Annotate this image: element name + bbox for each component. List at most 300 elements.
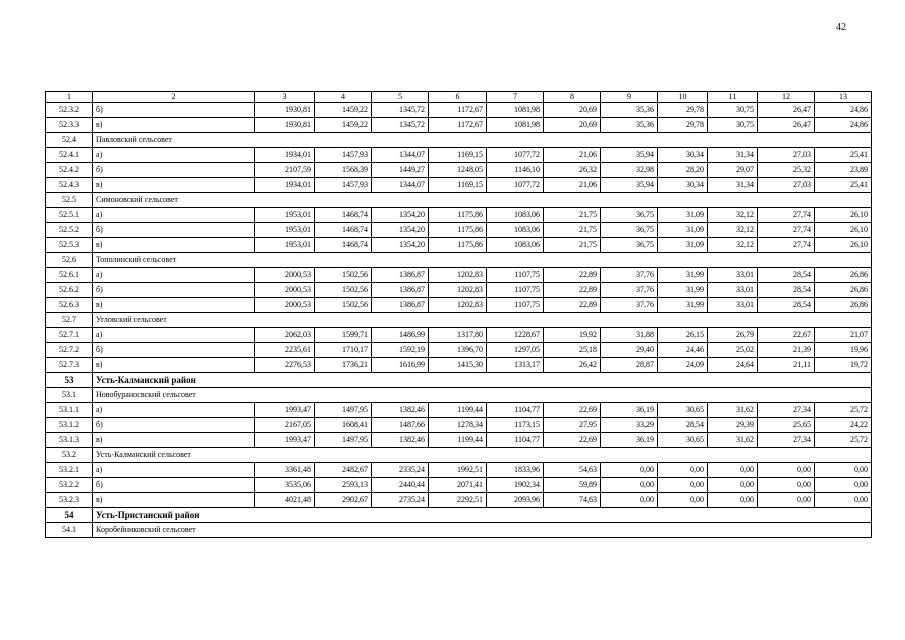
cell-col-12: 27,74 bbox=[758, 208, 815, 223]
cell-col-3: 1953,01 bbox=[255, 208, 315, 223]
cell-col-5: 1354,20 bbox=[372, 208, 429, 223]
table-row bbox=[46, 283, 872, 298]
cell-col-9: 36,75 bbox=[601, 208, 658, 223]
cell-col-9: 36,75 bbox=[601, 223, 658, 238]
column-header-5: 5 bbox=[372, 92, 429, 103]
council-row bbox=[46, 193, 872, 208]
cell-col-9: 0,00 bbox=[601, 463, 658, 478]
row-code: 52.7 bbox=[46, 313, 93, 328]
row-code: 52.3.3 bbox=[46, 118, 93, 133]
page-number: 42 bbox=[836, 22, 846, 33]
cell-col-9: 31,88 bbox=[601, 328, 658, 343]
cell-col-6: 1199,44 bbox=[429, 403, 487, 418]
cell-col-3: 1930,81 bbox=[255, 103, 315, 118]
row-code: 53.1.3 bbox=[46, 433, 93, 448]
cell-col-11: 31,34 bbox=[708, 178, 758, 193]
district-row bbox=[46, 373, 872, 388]
cell-col-9: 35,94 bbox=[601, 148, 658, 163]
council-name: Павловский сельсовет bbox=[93, 133, 872, 148]
tariff-table bbox=[45, 91, 872, 538]
row-code: 52.6.3 bbox=[46, 298, 93, 313]
cell-col-12: 27,74 bbox=[758, 238, 815, 253]
cell-col-13: 25,41 bbox=[815, 178, 872, 193]
cell-col-5: 1486,99 bbox=[372, 328, 429, 343]
column-header-2: 2 bbox=[93, 92, 255, 103]
cell-col-7: 1077,72 bbox=[487, 178, 544, 193]
cell-col-7: 1146,10 bbox=[487, 163, 544, 178]
row-code: 52.7.2 bbox=[46, 343, 93, 358]
cell-col-6: 1199,44 bbox=[429, 433, 487, 448]
row-code: 53.1.1 bbox=[46, 403, 93, 418]
cell-col-5: 1354,20 bbox=[372, 238, 429, 253]
council-name: Усть-Калманский сельсовет bbox=[93, 448, 872, 463]
column-header-6: 6 bbox=[429, 92, 487, 103]
cell-col-10: 26,15 bbox=[658, 328, 708, 343]
cell-col-3: 2000,53 bbox=[255, 298, 315, 313]
table-row bbox=[46, 403, 872, 418]
row-code: 53.1.2 bbox=[46, 418, 93, 433]
cell-col-11: 33,01 bbox=[708, 283, 758, 298]
cell-col-4: 1710,17 bbox=[315, 343, 372, 358]
row-variant: а) bbox=[93, 148, 255, 163]
column-header-11: 11 bbox=[708, 92, 758, 103]
cell-col-3: 1953,01 bbox=[255, 223, 315, 238]
cell-col-7: 1083,06 bbox=[487, 223, 544, 238]
cell-col-4: 1468,74 bbox=[315, 208, 372, 223]
cell-col-7: 1104,77 bbox=[487, 433, 544, 448]
council-row bbox=[46, 253, 872, 268]
cell-col-5: 1382,46 bbox=[372, 433, 429, 448]
cell-col-6: 2071,41 bbox=[429, 478, 487, 493]
row-code: 54 bbox=[46, 508, 93, 523]
cell-col-8: 19,92 bbox=[544, 328, 601, 343]
cell-col-8: 22,69 bbox=[544, 403, 601, 418]
cell-col-8: 21,75 bbox=[544, 223, 601, 238]
row-variant: в) bbox=[93, 178, 255, 193]
cell-col-9: 37,76 bbox=[601, 268, 658, 283]
table-row bbox=[46, 478, 872, 493]
cell-col-11: 31,62 bbox=[708, 403, 758, 418]
district-name: Усть-Пристанский район bbox=[93, 508, 872, 523]
cell-col-6: 1202,83 bbox=[429, 268, 487, 283]
cell-col-12: 21,11 bbox=[758, 358, 815, 373]
cell-col-6: 1396,70 bbox=[429, 343, 487, 358]
row-variant: а) bbox=[93, 208, 255, 223]
cell-col-10: 0,00 bbox=[658, 493, 708, 508]
cell-col-5: 1386,87 bbox=[372, 268, 429, 283]
cell-col-13: 25,72 bbox=[815, 433, 872, 448]
cell-col-11: 24,64 bbox=[708, 358, 758, 373]
cell-col-9: 32,98 bbox=[601, 163, 658, 178]
cell-col-11: 31,62 bbox=[708, 433, 758, 448]
cell-col-10: 30,34 bbox=[658, 178, 708, 193]
cell-col-11: 32,12 bbox=[708, 208, 758, 223]
council-row bbox=[46, 523, 872, 538]
table-body bbox=[46, 103, 872, 538]
cell-col-13: 26,86 bbox=[815, 268, 872, 283]
row-code: 52.4.1 bbox=[46, 148, 93, 163]
table-row bbox=[46, 178, 872, 193]
row-code: 53.2 bbox=[46, 448, 93, 463]
cell-col-12: 27,34 bbox=[758, 433, 815, 448]
row-code: 52.7.1 bbox=[46, 328, 93, 343]
table-row bbox=[46, 103, 872, 118]
table-row bbox=[46, 238, 872, 253]
cell-col-6: 1278,34 bbox=[429, 418, 487, 433]
row-code: 52.5.2 bbox=[46, 223, 93, 238]
cell-col-13: 0,00 bbox=[815, 478, 872, 493]
council-row bbox=[46, 133, 872, 148]
cell-col-5: 2735,24 bbox=[372, 493, 429, 508]
cell-col-12: 26,47 bbox=[758, 118, 815, 133]
cell-col-10: 31,09 bbox=[658, 223, 708, 238]
row-variant: б) bbox=[93, 418, 255, 433]
cell-col-9: 35,36 bbox=[601, 118, 658, 133]
cell-col-10: 29,78 bbox=[658, 118, 708, 133]
cell-col-10: 29,78 bbox=[658, 103, 708, 118]
cell-col-5: 1354,20 bbox=[372, 223, 429, 238]
council-name: Новобураносвский сельсовет bbox=[93, 388, 872, 403]
cell-col-7: 1081,98 bbox=[487, 118, 544, 133]
cell-col-3: 3535,06 bbox=[255, 478, 315, 493]
cell-col-6: 1202,83 bbox=[429, 283, 487, 298]
cell-col-9: 33,29 bbox=[601, 418, 658, 433]
district-name: Усть-Калманский район bbox=[93, 373, 872, 388]
column-header-13: 13 bbox=[815, 92, 872, 103]
cell-col-12: 28,54 bbox=[758, 298, 815, 313]
cell-col-13: 24,86 bbox=[815, 103, 872, 118]
cell-col-11: 29,07 bbox=[708, 163, 758, 178]
cell-col-7: 2093,96 bbox=[487, 493, 544, 508]
row-code: 53.1 bbox=[46, 388, 93, 403]
table-row bbox=[46, 208, 872, 223]
cell-col-8: 21,75 bbox=[544, 238, 601, 253]
row-code: 53 bbox=[46, 373, 93, 388]
column-header-3: 3 bbox=[255, 92, 315, 103]
column-header-1: 1 bbox=[46, 92, 93, 103]
header-row bbox=[46, 92, 872, 103]
cell-col-8: 22,69 bbox=[544, 433, 601, 448]
row-code: 52.6.2 bbox=[46, 283, 93, 298]
cell-col-6: 1169,15 bbox=[429, 178, 487, 193]
cell-col-8: 26,32 bbox=[544, 163, 601, 178]
table-row bbox=[46, 343, 872, 358]
table-row bbox=[46, 298, 872, 313]
cell-col-12: 27,34 bbox=[758, 403, 815, 418]
cell-col-4: 1459,22 bbox=[315, 103, 372, 118]
cell-col-5: 1386,87 bbox=[372, 298, 429, 313]
cell-col-7: 1297,05 bbox=[487, 343, 544, 358]
cell-col-11: 32,12 bbox=[708, 223, 758, 238]
cell-col-3: 2167,05 bbox=[255, 418, 315, 433]
cell-col-12: 27,03 bbox=[758, 178, 815, 193]
cell-col-7: 1228,67 bbox=[487, 328, 544, 343]
cell-col-6: 2292,51 bbox=[429, 493, 487, 508]
cell-col-5: 2335,24 bbox=[372, 463, 429, 478]
cell-col-8: 21,75 bbox=[544, 208, 601, 223]
cell-col-8: 21,06 bbox=[544, 148, 601, 163]
table-row bbox=[46, 163, 872, 178]
cell-col-7: 1173,15 bbox=[487, 418, 544, 433]
cell-col-10: 30,65 bbox=[658, 433, 708, 448]
cell-col-7: 1107,75 bbox=[487, 298, 544, 313]
cell-col-10: 31,99 bbox=[658, 283, 708, 298]
cell-col-9: 35,36 bbox=[601, 103, 658, 118]
cell-col-4: 1497,95 bbox=[315, 433, 372, 448]
row-code: 53.2.1 bbox=[46, 463, 93, 478]
cell-col-13: 26,10 bbox=[815, 223, 872, 238]
cell-col-6: 1175,86 bbox=[429, 223, 487, 238]
cell-col-11: 33,01 bbox=[708, 298, 758, 313]
cell-col-5: 1345,72 bbox=[372, 118, 429, 133]
cell-col-13: 26,10 bbox=[815, 238, 872, 253]
table-row bbox=[46, 418, 872, 433]
cell-col-7: 1902,34 bbox=[487, 478, 544, 493]
cell-col-11: 26,79 bbox=[708, 328, 758, 343]
cell-col-8: 59,89 bbox=[544, 478, 601, 493]
cell-col-9: 36,19 bbox=[601, 433, 658, 448]
row-variant: в) bbox=[93, 433, 255, 448]
cell-col-3: 2276,53 bbox=[255, 358, 315, 373]
cell-col-5: 1345,72 bbox=[372, 103, 429, 118]
cell-col-6: 1317,80 bbox=[429, 328, 487, 343]
council-row bbox=[46, 388, 872, 403]
cell-col-12: 25,65 bbox=[758, 418, 815, 433]
cell-col-3: 2000,53 bbox=[255, 268, 315, 283]
cell-col-3: 1930,81 bbox=[255, 118, 315, 133]
cell-col-4: 1459,22 bbox=[315, 118, 372, 133]
cell-col-11: 31,34 bbox=[708, 148, 758, 163]
row-code: 52.5.1 bbox=[46, 208, 93, 223]
row-variant: в) bbox=[93, 298, 255, 313]
cell-col-3: 2000,53 bbox=[255, 283, 315, 298]
table-row bbox=[46, 358, 872, 373]
cell-col-13: 26,86 bbox=[815, 283, 872, 298]
cell-col-6: 1175,86 bbox=[429, 238, 487, 253]
row-variant: б) bbox=[93, 478, 255, 493]
cell-col-10: 31,99 bbox=[658, 268, 708, 283]
cell-col-11: 29,39 bbox=[708, 418, 758, 433]
row-variant: в) bbox=[93, 118, 255, 133]
cell-col-8: 22,89 bbox=[544, 298, 601, 313]
row-code: 52.5 bbox=[46, 193, 93, 208]
row-variant: в) bbox=[93, 358, 255, 373]
table-row bbox=[46, 223, 872, 238]
cell-col-6: 1992,51 bbox=[429, 463, 487, 478]
cell-col-13: 26,10 bbox=[815, 208, 872, 223]
cell-col-3: 4021,48 bbox=[255, 493, 315, 508]
cell-col-8: 20,69 bbox=[544, 118, 601, 133]
row-variant: б) bbox=[93, 343, 255, 358]
cell-col-12: 0,00 bbox=[758, 478, 815, 493]
table-row bbox=[46, 433, 872, 448]
cell-col-5: 1487,66 bbox=[372, 418, 429, 433]
row-code: 52.6.1 bbox=[46, 268, 93, 283]
cell-col-7: 1083,06 bbox=[487, 208, 544, 223]
table-row bbox=[46, 493, 872, 508]
row-variant: в) bbox=[93, 238, 255, 253]
cell-col-9: 37,76 bbox=[601, 283, 658, 298]
cell-col-8: 27,95 bbox=[544, 418, 601, 433]
cell-col-9: 0,00 bbox=[601, 493, 658, 508]
cell-col-7: 1081,98 bbox=[487, 103, 544, 118]
table-row bbox=[46, 148, 872, 163]
cell-col-13: 21,07 bbox=[815, 328, 872, 343]
cell-col-11: 25,02 bbox=[708, 343, 758, 358]
cell-col-4: 1497,95 bbox=[315, 403, 372, 418]
cell-col-4: 1468,74 bbox=[315, 238, 372, 253]
cell-col-10: 30,65 bbox=[658, 403, 708, 418]
council-name: Коробейниковский сельсовет bbox=[93, 523, 872, 538]
cell-col-13: 25,41 bbox=[815, 148, 872, 163]
council-name: Симоновский сельсовет bbox=[93, 193, 872, 208]
cell-col-10: 31,99 bbox=[658, 298, 708, 313]
cell-col-10: 24,46 bbox=[658, 343, 708, 358]
cell-col-3: 1934,01 bbox=[255, 148, 315, 163]
cell-col-3: 1953,01 bbox=[255, 238, 315, 253]
cell-col-6: 1172,67 bbox=[429, 103, 487, 118]
cell-col-11: 32,12 bbox=[708, 238, 758, 253]
cell-col-9: 29,40 bbox=[601, 343, 658, 358]
cell-col-4: 1468,74 bbox=[315, 223, 372, 238]
row-code: 53.2.2 bbox=[46, 478, 93, 493]
cell-col-13: 24,22 bbox=[815, 418, 872, 433]
row-variant: б) bbox=[93, 223, 255, 238]
cell-col-6: 1169,15 bbox=[429, 148, 487, 163]
cell-col-9: 28,87 bbox=[601, 358, 658, 373]
cell-col-13: 19,72 bbox=[815, 358, 872, 373]
row-code: 52.4.2 bbox=[46, 163, 93, 178]
cell-col-3: 1993,47 bbox=[255, 433, 315, 448]
column-header-10: 10 bbox=[658, 92, 708, 103]
column-header-8: 8 bbox=[544, 92, 601, 103]
cell-col-5: 2440,44 bbox=[372, 478, 429, 493]
cell-col-5: 1344,07 bbox=[372, 148, 429, 163]
cell-col-4: 1568,39 bbox=[315, 163, 372, 178]
cell-col-11: 0,00 bbox=[708, 463, 758, 478]
cell-col-12: 27,74 bbox=[758, 223, 815, 238]
cell-col-10: 31,09 bbox=[658, 238, 708, 253]
row-variant: а) bbox=[93, 268, 255, 283]
cell-col-4: 1502,56 bbox=[315, 298, 372, 313]
cell-col-8: 74,63 bbox=[544, 493, 601, 508]
cell-col-12: 28,54 bbox=[758, 283, 815, 298]
cell-col-12: 25,32 bbox=[758, 163, 815, 178]
cell-col-4: 2902,67 bbox=[315, 493, 372, 508]
cell-col-8: 26,42 bbox=[544, 358, 601, 373]
cell-col-9: 36,75 bbox=[601, 238, 658, 253]
row-variant: б) bbox=[93, 283, 255, 298]
cell-col-12: 27,03 bbox=[758, 148, 815, 163]
cell-col-3: 1934,01 bbox=[255, 178, 315, 193]
cell-col-6: 1202,83 bbox=[429, 298, 487, 313]
cell-col-10: 28,54 bbox=[658, 418, 708, 433]
cell-col-7: 1083,06 bbox=[487, 238, 544, 253]
cell-col-9: 36,19 bbox=[601, 403, 658, 418]
cell-col-8: 22,89 bbox=[544, 268, 601, 283]
cell-col-4: 1608,41 bbox=[315, 418, 372, 433]
row-code: 52.6 bbox=[46, 253, 93, 268]
cell-col-10: 31,09 bbox=[658, 208, 708, 223]
cell-col-11: 0,00 bbox=[708, 478, 758, 493]
cell-col-4: 2482,67 bbox=[315, 463, 372, 478]
cell-col-6: 1175,86 bbox=[429, 208, 487, 223]
cell-col-12: 0,00 bbox=[758, 493, 815, 508]
row-variant: а) bbox=[93, 403, 255, 418]
cell-col-4: 2593,13 bbox=[315, 478, 372, 493]
row-code: 52.3.2 bbox=[46, 103, 93, 118]
cell-col-3: 2062,03 bbox=[255, 328, 315, 343]
table-row bbox=[46, 268, 872, 283]
row-code: 52.5.3 bbox=[46, 238, 93, 253]
table-row bbox=[46, 463, 872, 478]
cell-col-13: 24,86 bbox=[815, 118, 872, 133]
cell-col-4: 1736,21 bbox=[315, 358, 372, 373]
cell-col-12: 21,39 bbox=[758, 343, 815, 358]
cell-col-3: 2107,59 bbox=[255, 163, 315, 178]
cell-col-10: 30,34 bbox=[658, 148, 708, 163]
column-header-9: 9 bbox=[601, 92, 658, 103]
cell-col-4: 1502,56 bbox=[315, 283, 372, 298]
cell-col-4: 1457,93 bbox=[315, 148, 372, 163]
cell-col-3: 1993,47 bbox=[255, 403, 315, 418]
cell-col-12: 26,47 bbox=[758, 103, 815, 118]
cell-col-8: 54,63 bbox=[544, 463, 601, 478]
cell-col-11: 33,01 bbox=[708, 268, 758, 283]
cell-col-12: 22,67 bbox=[758, 328, 815, 343]
cell-col-13: 25,72 bbox=[815, 403, 872, 418]
cell-col-10: 0,00 bbox=[658, 478, 708, 493]
cell-col-11: 0,00 bbox=[708, 493, 758, 508]
row-code: 52.4.3 bbox=[46, 178, 93, 193]
cell-col-6: 1248,05 bbox=[429, 163, 487, 178]
row-variant: в) bbox=[93, 493, 255, 508]
row-code: 53.2.3 bbox=[46, 493, 93, 508]
cell-col-5: 1344,07 bbox=[372, 178, 429, 193]
cell-col-13: 19,96 bbox=[815, 343, 872, 358]
cell-col-6: 1172,67 bbox=[429, 118, 487, 133]
cell-col-4: 1599,71 bbox=[315, 328, 372, 343]
district-row bbox=[46, 508, 872, 523]
column-header-12: 12 bbox=[758, 92, 815, 103]
cell-col-5: 1386,87 bbox=[372, 283, 429, 298]
cell-col-7: 1313,17 bbox=[487, 358, 544, 373]
cell-col-5: 1616,99 bbox=[372, 358, 429, 373]
cell-col-4: 1457,93 bbox=[315, 178, 372, 193]
cell-col-13: 23,89 bbox=[815, 163, 872, 178]
cell-col-12: 0,00 bbox=[758, 463, 815, 478]
cell-col-8: 25,18 bbox=[544, 343, 601, 358]
row-variant: а) bbox=[93, 463, 255, 478]
cell-col-7: 1107,75 bbox=[487, 283, 544, 298]
cell-col-8: 20,69 bbox=[544, 103, 601, 118]
column-header-7: 7 bbox=[487, 92, 544, 103]
cell-col-7: 1107,75 bbox=[487, 268, 544, 283]
cell-col-7: 1833,96 bbox=[487, 463, 544, 478]
cell-col-10: 0,00 bbox=[658, 463, 708, 478]
cell-col-9: 37,76 bbox=[601, 298, 658, 313]
cell-col-5: 1449,27 bbox=[372, 163, 429, 178]
row-variant: б) bbox=[93, 163, 255, 178]
cell-col-13: 0,00 bbox=[815, 463, 872, 478]
cell-col-11: 30,75 bbox=[708, 118, 758, 133]
cell-col-5: 1382,46 bbox=[372, 403, 429, 418]
cell-col-9: 35,94 bbox=[601, 178, 658, 193]
cell-col-12: 28,54 bbox=[758, 268, 815, 283]
cell-col-10: 28,20 bbox=[658, 163, 708, 178]
cell-col-13: 26,86 bbox=[815, 298, 872, 313]
cell-col-8: 22,89 bbox=[544, 283, 601, 298]
